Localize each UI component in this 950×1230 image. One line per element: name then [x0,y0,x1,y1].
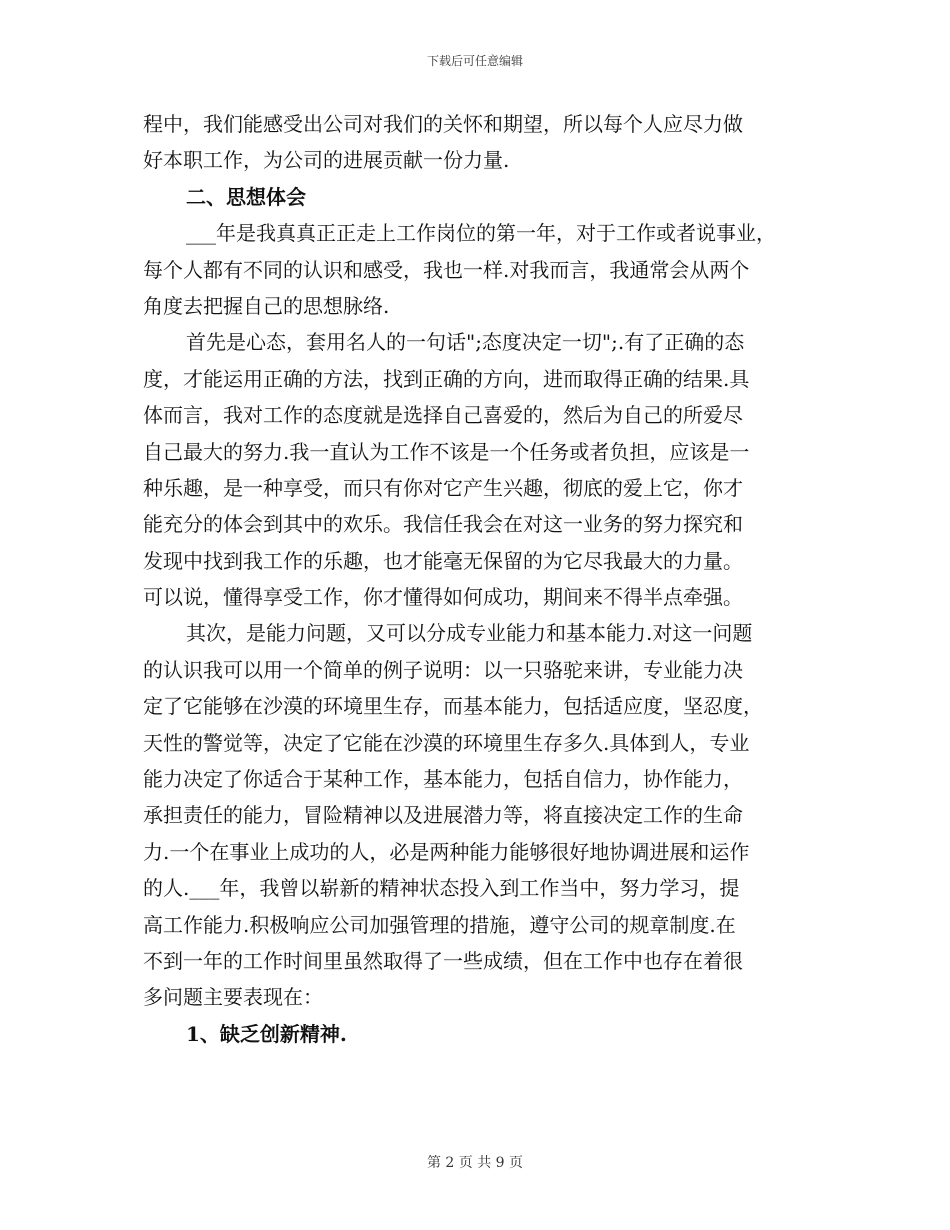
paragraph-line: 的人.___年，我曾以崭新的精神状态投入到工作当中，努力学习，提 [143,876,740,901]
paragraph-line: 每个人都有不同的认识和感受，我也一样.对我而言，我通常会从两个 [143,257,750,282]
paragraph-line: 的认识我可以用一个简单的例子说明：以一只骆驼来讲，专业能力决 [143,657,743,682]
paragraph-line: 度，才能运用正确的方法，找到正确的方向，进而取得正确的结果.具 [143,366,750,391]
paragraph-line: 体而言，我对工作的态度就是选择自己喜爱的，然后为自己的所爱尽 [143,403,743,428]
paragraph-line: 自己最大的努力.我一直认为工作不该是一个任务或者负担，应该是一 [143,439,750,464]
paragraph-line: 其次，是能力问题，又可以分成专业能力和基本能力.对这一问题 [186,621,753,646]
paragraph-line: 发现中找到我工作的乐趣，也才能毫无保留的为它尽我最大的力量。 [143,548,743,573]
paragraph-line: 高工作能力.积极响应公司加强管理的措施，遵守公司的规章制度.在 [143,912,736,937]
paragraph-line: 可以说，懂得享受工作，你才懂得如何成功，期间来不得半点牵强。 [143,585,743,610]
paragraph-line: 角度去把握自己的思想脉络. [143,293,390,318]
paragraph-line: 好本职工作，为公司的进展贡献一份力量. [143,148,510,173]
paragraph-line: 力.一个在事业上成功的人，必是两种能力能够很好地协调进展和运作 [143,839,750,864]
section-heading: 1、缺乏创新精神. [186,1021,347,1046]
document-body [143,106,815,1052]
page-header: 下载后可任意编辑 [426,54,523,68]
paragraph-line: 天性的警觉等，决定了它能在沙漠的环境里生存多久.具体到人，专业 [143,730,750,755]
paragraph-line: 能力决定了你适合于某种工作，基本能力，包括自信力，协作能力， [143,767,743,792]
section-heading: 二、思想体会 [186,184,306,209]
paragraph-line: 种乐趣，是一种享受，而只有你对它产生兴趣，彻底的爱上它，你才 [143,475,743,500]
paragraph-line: ___年是我真真正正走上工作岗位的第一年，对于工作或者说事业， [186,221,776,246]
paragraph-line: 程中，我们能感受出公司对我们的关怀和期望，所以每个人应尽力做 [143,112,743,136]
paragraph-line: 首先是心态，套用名人的一句话";态度决定一切";.有了正确的态 [186,330,745,355]
page-footer: 第 2 页 共 9 页 [426,1155,524,1171]
paragraph-line: 多问题主要表现在： [143,985,323,1010]
paragraph-line: 定了它能够在沙漠的环境里生存，而基本能力，包括适应度，坚忍度， [143,694,763,719]
paragraph-line: 能充分的体会到其中的欢乐。我信任我会在对这一业务的努力探究和 [143,512,743,537]
paragraph-line: 不到一年的工作时间里虽然取得了一些成绩，但在工作中也存在着很 [143,948,743,973]
paragraph-line: 承担责任的能力，冒险精神以及进展潜力等，将直接决定工作的生命 [143,803,743,828]
